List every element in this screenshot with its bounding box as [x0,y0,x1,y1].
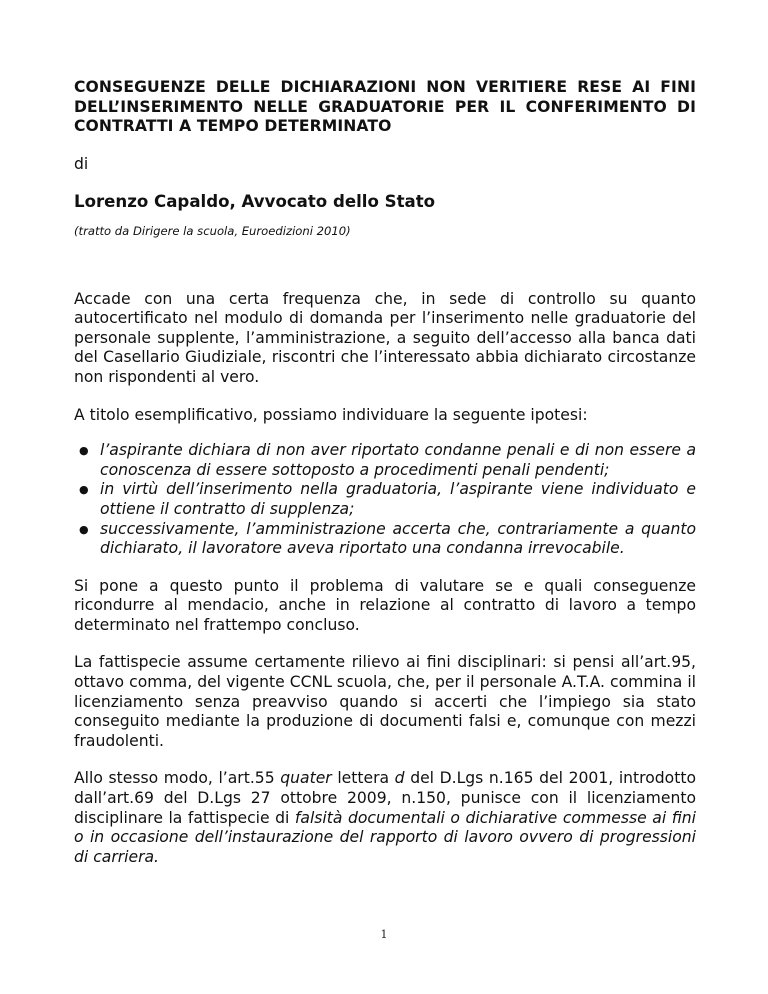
list-item-text: l’aspirante dichiara di non aver riportato condanne penali e di non essere a conoscenza di essere sottoposto a procedimenti penali pendenti; [100,441,696,479]
emphasis-d: d [394,769,405,788]
author-line: Lorenzo Capaldo, Avvocato dello Stato [74,192,436,212]
text-run: Allo stesso modo, l’art.55 [74,769,281,788]
paragraph-3: Si pone a questo punto il problema di valutare se e quali conseguenze ricondurre al mendacio, anche in relazione al contratto di lavoro a tempo determinato nel frattempo concluso. [74,576,696,634]
text-run: del D.Lgs n.165 del 2001, introdotto dall’art.69 del D.Lgs 27 ottobre 2009, n.150, punisce con il licenziamento disciplinare la fattispecie di [74,769,696,827]
emphasis-falsita: falsità documentali o dichiarative commesse ai fini o in occasione dell’instaurazione del rapporto di lavoro ovvero di progressioni di carriera. [74,808,696,866]
source-note: (tratto da Dirigere la scuola, Euroedizioni 2010) [74,223,351,238]
paragraph-5 [74,769,696,867]
paragraph-2: A titolo esemplificativo, possiamo individuare la seguente ipotesi: [74,405,588,424]
text-run: lettera [331,769,395,788]
page-number: 1 [380,928,388,941]
list-item [79,519,696,559]
paragraph-4: La fattispecie assume certamente rilievo ai fini disciplinari: si pensi all’art.95, ottavo comma, del vigente CCNL scuola, che, per il personale A.T.A. commina il licenziamento senza preavviso quando si accerti che l’impiego sia stato conseguito mediante la produzione di documenti falsi e, comunque con mezzi fraudolenti. [74,653,696,750]
paragraph-1: Accade con una certa frequenza che, in sede di controllo su quanto autocertificato nel modulo di domanda per l’inserimento nelle graduatorie del personale supplente, l’amministrazione, a seguito dell’accesso alla banca dati del Casellario Giudiziale, riscontri che l’interessato abbia dichiarato circostanze non rispondenti al vero. [74,289,696,386]
byline-di: di [74,154,89,173]
emphasis-quater: quater [280,769,332,788]
bullet-icon: ● [79,483,89,497]
list-item-text: successivamente, l’amministrazione accerta che, contrariamente a quanto dichiarato, il lavoratore aveva riportato una condanna irrevocabile. [100,519,696,558]
document-title: CONSEGUENZE DELLE DICHIARAZIONI NON VERITIERE RESE AI FINI DELL’INSERIMENTO NELLE GRADUATORIE PER IL CONFERIMENTO DI CONTRATTI A TEMPO DETERMINATO [74,78,696,136]
bullet-icon: ● [79,522,89,536]
document-page [74,78,696,867]
bullet-icon: ● [79,444,89,458]
hypothesis-list [74,441,696,559]
list-item-text: in virtù dell’inserimento nella graduatoria, l’aspirante viene individuato e ottiene il contratto di supplenza; [100,480,696,518]
list-item [79,480,696,519]
list-item [79,441,696,480]
